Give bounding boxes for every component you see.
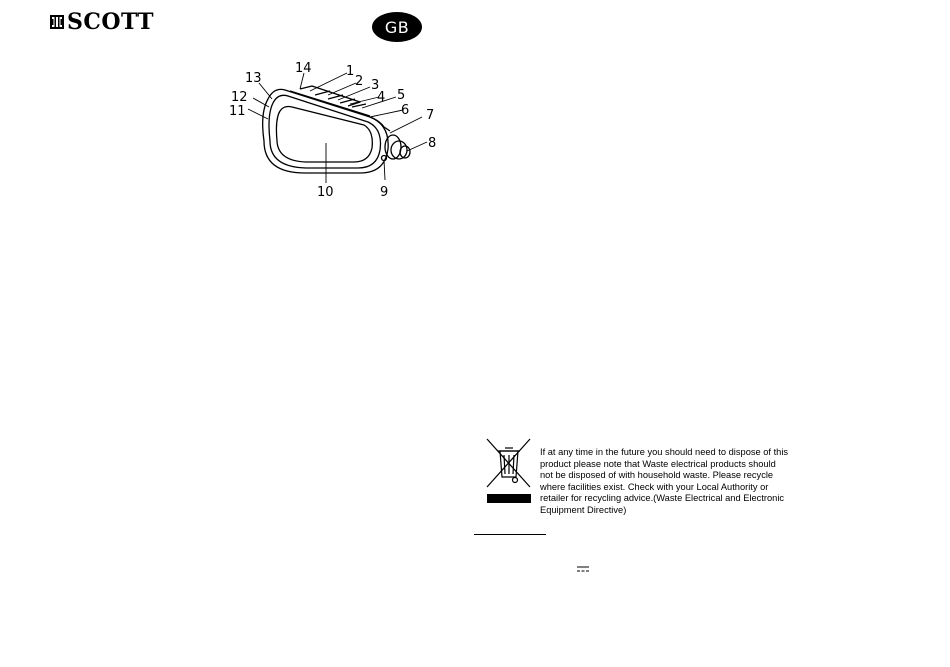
crossed-out-wheelie-bin-icon (484, 437, 534, 507)
callout-8: 8 (428, 136, 437, 151)
weee-disposal-notice (540, 447, 800, 517)
callout-7: 7 (426, 108, 435, 123)
callout-4: 4 (377, 90, 386, 105)
callout-3: 3 (371, 78, 380, 93)
language-badge: GB (372, 12, 422, 42)
weee-line: If at any time in the future you should need to dispose of this (540, 447, 789, 457)
scott-logo (50, 11, 154, 33)
callout-13: 13 (245, 71, 262, 86)
weee-line: not be disposed of with household waste. Please recycle (540, 470, 774, 481)
weee-line: where facilities exist. Check with your Local Authority or (540, 481, 769, 492)
callout-14: 14 (295, 61, 312, 76)
callout-11: 11 (229, 104, 246, 119)
callout-2: 2 (355, 74, 364, 89)
product-diagram (220, 55, 450, 205)
footnote-divider (474, 534, 546, 535)
scott-logo-mark-icon (50, 15, 64, 29)
top-button-strip (290, 91, 370, 116)
callout-10: 10 (317, 185, 334, 200)
callout-1: 1 (346, 64, 355, 79)
callout-5: 5 (397, 88, 406, 103)
callout-12: 12 (231, 90, 248, 105)
direct-current-symbol-icon (577, 566, 589, 572)
callout-6: 6 (401, 103, 410, 118)
callout-9: 9 (380, 185, 389, 200)
weee-line: product please note that Waste electrical products should (540, 458, 776, 469)
brand-name: SCOTT (67, 9, 155, 35)
display-window (276, 107, 372, 163)
weee-line: retailer for recycling advice.(Waste Electrical and Electronic (540, 493, 785, 504)
weee-line: Equipment Directive) (540, 504, 627, 515)
